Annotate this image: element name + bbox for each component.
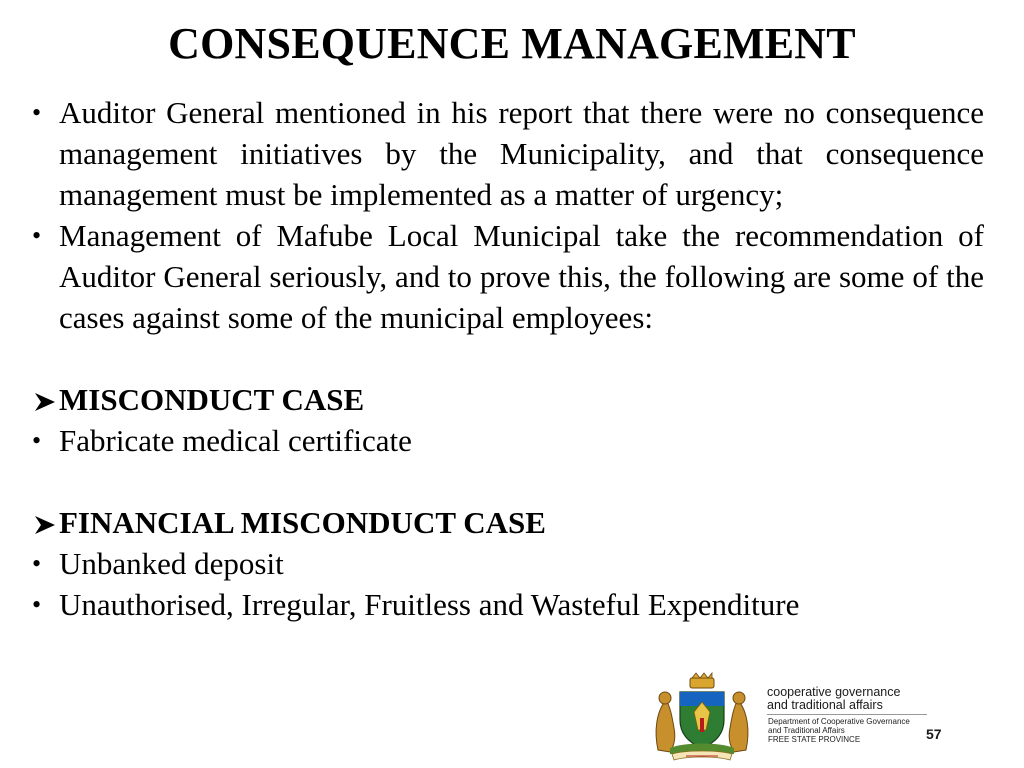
department-logo [650,672,950,762]
section-heading-financial-misconduct [32,502,984,543]
dept-name-line: cooperative governance [767,685,901,699]
section-heading-text: MISCONDUCT CASE [59,382,365,417]
bullet-item [32,420,984,461]
bullet-item [32,543,984,584]
bullet-text: Unbanked deposit [59,546,284,581]
arrow-bullet-icon [32,502,59,543]
dept-sub-line: and Traditional Affairs [768,726,845,735]
dept-subtitle [768,717,910,744]
bullet-text: Unauthorised, Irregular, Fruitless and Wasteful Expenditure [59,587,800,622]
slide-title: CONSEQUENCE MANAGEMENT [168,19,856,68]
bullet-dot: • [32,549,42,578]
bullet-dot: • [32,590,42,619]
bullet-text: Management of Mafube Local Municipal take the recommendation of Auditor General seriously, and to prove this, the following are some of the cases against some of the municipal employees: [59,218,984,335]
page-number: 57 [926,726,942,742]
section-heading-text: FINANCIAL MISCONDUCT CASE [59,505,546,540]
divider [767,714,927,715]
slide-body [32,92,984,625]
bullet-item [32,584,984,625]
section-heading-misconduct [32,379,984,420]
dept-sub-line: Department of Cooperative Governance [768,717,910,726]
dept-name [767,686,900,712]
dept-sub-line: FREE STATE PROVINCE [768,735,861,744]
bullet-dot: • [32,98,42,127]
bullet-text: Auditor General mentioned in his report that there were no consequence management initiatives by the Municipality, and that consequence management must be implemented as a matter of urgency; [59,95,984,212]
bullet-item [32,215,984,338]
bullet-dot: • [32,221,42,250]
arrow-bullet-icon [32,379,59,420]
coat-of-arms-icon [650,672,754,762]
bullet-item [32,92,984,215]
bullet-text: Fabricate medical certificate [59,423,412,458]
dept-name-line: and traditional affairs [767,698,883,712]
bullet-dot: • [32,426,42,455]
